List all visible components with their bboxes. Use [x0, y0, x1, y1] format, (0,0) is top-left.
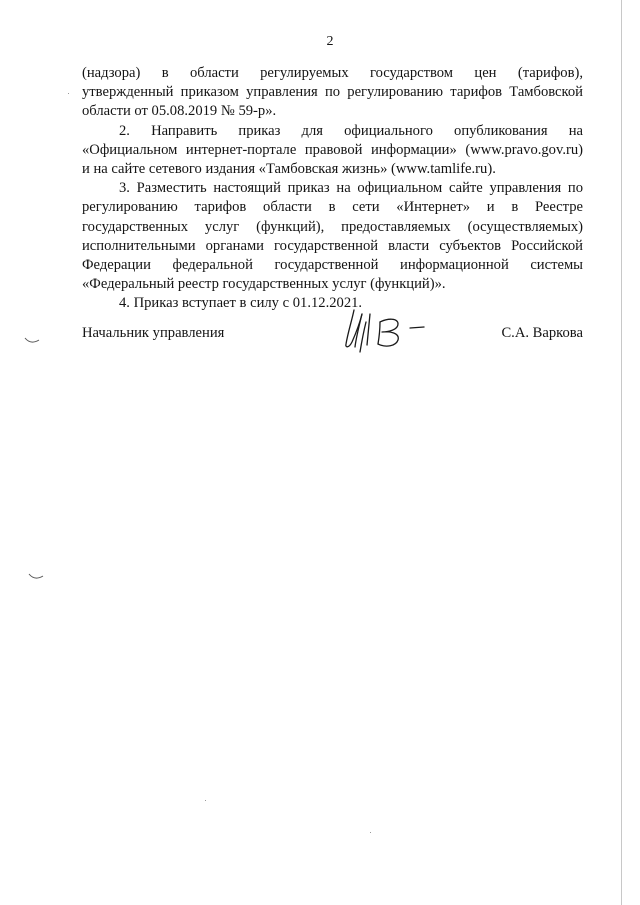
text-line: государственных услуг (функций), предоставляемых (осуществляемых)	[82, 218, 583, 235]
paragraph-4	[82, 294, 583, 313]
document-body	[82, 64, 583, 314]
paragraph-3-end	[82, 275, 583, 294]
text-line: Федерации федеральной государственной информационной системы	[82, 257, 583, 274]
signature-block	[82, 325, 583, 355]
text-line: 3. Разместить настоящий приказ на официальном сайте управления по	[119, 180, 583, 197]
scan-speck	[370, 832, 371, 833]
paragraph-2-cont	[82, 141, 583, 160]
scan-mark	[24, 336, 40, 344]
text-line: (надзора) в области регулируемых государством цен (тарифов),	[82, 65, 583, 81]
text-line: «Федеральный реестр государственных услуг (функций)».	[82, 276, 446, 293]
paragraph-3-cont	[82, 237, 583, 256]
text-line: 2. Направить приказ для официального опубликования на	[119, 122, 583, 139]
text-line: и на сайте сетевого издания «Тамбовская жизнь» (www.tamlife.ru).	[82, 161, 496, 178]
scan-speck	[205, 800, 206, 801]
paragraph-2-end	[82, 160, 583, 179]
text-line: регулированию тарифов области в сети «Интернет» и в Реестре	[82, 199, 583, 216]
paragraph-3-cont	[82, 218, 583, 237]
paragraph-3	[82, 179, 583, 198]
scan-mark	[28, 572, 44, 580]
text-line: утвержденный приказом управления по регулированию тарифов Тамбовской	[82, 84, 583, 101]
paragraph-3-cont	[82, 198, 583, 217]
paragraph-1	[82, 64, 583, 102]
paragraph-3-cont	[82, 256, 583, 275]
text-line: области от 05.08.2019 № 59-р».	[82, 103, 277, 120]
paragraph-2	[82, 122, 583, 141]
page-edge	[621, 0, 622, 905]
text-line: исполнительными органами государственной власти субъектов Российской	[82, 237, 583, 254]
text-line: «Официальном интернет-портале правовой информации» (www.pravo.gov.ru)	[82, 141, 583, 158]
scan-speck	[68, 93, 69, 94]
signatory-name: С.А. Варкова	[501, 325, 583, 341]
signatory-title: Начальник управления	[82, 325, 225, 341]
text-line: 4. Приказ вступает в силу с 01.12.2021.	[119, 295, 363, 312]
page-number: 2	[326, 34, 334, 49]
paragraph-1-end	[82, 102, 583, 121]
handwritten-signature	[340, 300, 430, 360]
